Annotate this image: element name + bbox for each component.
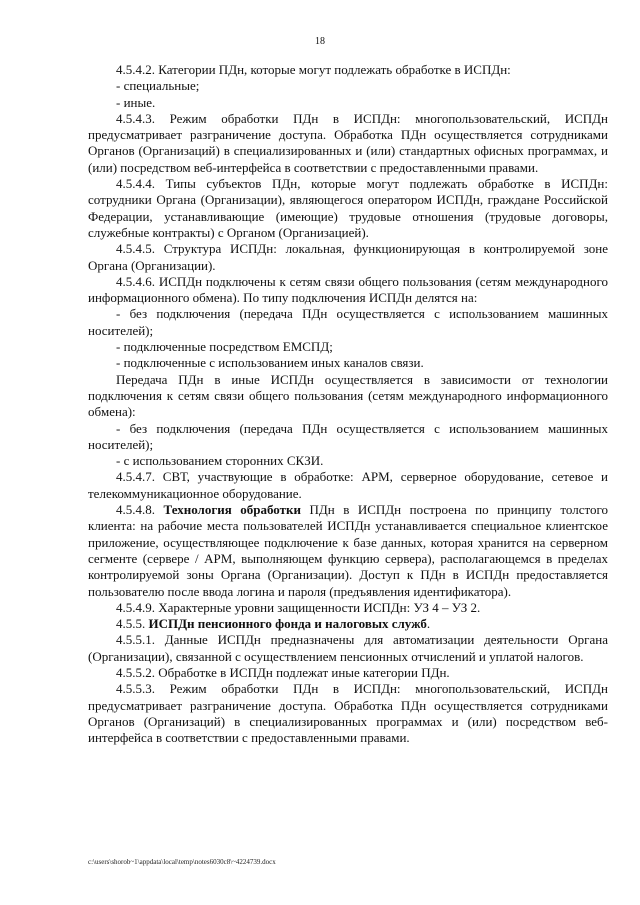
paragraph: 4.5.4.3. Режим обработки ПДн в ИСПДн: многопользовательский, ИСПДн предусматривает разграничение доступа. Обработка ПДн осуществляется сотрудниками Органов (Организаций) в специализированных и (или) стандартных офисных программах, и (или) посредством веб-интерфейса в соответствии с предоставленными правами.: [88, 110, 608, 175]
paragraph: 4.5.4.6. ИСПДн подключены к сетям связи общего пользования (сетям международного информационного обмена). По типу подключения ИСПДн делятся на:: [88, 273, 608, 306]
bold-term: Технология обработки: [163, 502, 301, 518]
document-body: [88, 62, 608, 746]
list-item: - подключенные с использованием иных каналов связи.: [116, 355, 424, 371]
paragraph-technology: [88, 502, 608, 600]
heading-title: ИСПДн пенсионного фонда и налоговых служб: [148, 616, 427, 632]
paragraph-text: ПДн в ИСПДн построена по принципу толстого клиента: на рабочие места пользователей ИСПДн устанавливается специальное клиентское приложение, осуществляющее подключение к базе данных, которая хранится на серверном сегменте (сервере / АРМ, выполняющем функцию сервера), располагающемся в пределах контролируемой зоны Органа (Организации). Доступ к ПДн в ИСПДн предоставляется пользователю после ввода логина и пароля (предъявления идентификатора).: [88, 502, 609, 599]
paragraph-prefix: 4.5.4.8.: [116, 502, 164, 518]
paragraph: 4.5.4.2. Категории ПДн, которые могут подлежать обработке в ИСПДн:: [116, 62, 511, 77]
list-item: - специальные;: [116, 78, 200, 94]
list-item: - без подключения (передача ПДн осуществляется с использованием машинных носителей);: [88, 306, 608, 338]
list-item: - без подключения (передача ПДн осуществляется с использованием машинных носителей);: [88, 420, 608, 452]
heading-prefix: 4.5.5.: [116, 616, 149, 632]
paragraph: 4.5.4.7. СВТ, участвующие в обработке: АРМ, серверное оборудование, сетевое и телекоммуникационное оборудование.: [88, 469, 608, 501]
list-item: - подключенные посредством ЕМСПД;: [116, 339, 333, 355]
paragraph: 4.5.5.3. Режим обработки ПДн в ИСПДн: многопользовательский, ИСПДн предусматривает разграничение доступа. Обработка ПДн осуществляется сотрудниками Органов (Организаций) в специализированных программах и (или) посредством веб-интерфейса в соответствии с предоставленными правами.: [88, 681, 608, 746]
paragraph: 4.5.5.2. Обработке в ИСПДн подлежат иные категории ПДн.: [116, 664, 450, 680]
paragraph: 4.5.4.4. Типы субъектов ПДн, которые могут подлежать обработке в ИСПДн: сотрудники Органа (Организации), являющегося оператором ИСПДн, граждане Российской Федерации, устанавливающие (имеющие) трудовые отношения (трудовые договоры, служебные контракты) с Органом (Организацией).: [88, 176, 608, 240]
page-number: 18: [315, 36, 325, 47]
paragraph: Передача ПДн в иные ИСПДн осуществляется в зависимости от технологии подключения к сетям связи общего пользования (сетям международного информационного обмена):: [88, 371, 608, 420]
list-item: - иные.: [116, 94, 156, 110]
footer-file-path: c:\users\shorob~1\appdata\local\temp\notes6030c8\~4224739.docx: [88, 858, 276, 866]
paragraph: 4.5.4.5. Структура ИСПДн: локальная, функционирующая в контролируемой зоне Органа (Организации).: [88, 241, 608, 273]
paragraph: 4.5.5.1. Данные ИСПДн предназначены для автоматизации деятельности Органа (Организации), связанной с осуществлением пенсионных отчислений и уплатой налогов.: [88, 632, 608, 664]
section-heading: [88, 616, 608, 632]
list-item: - с использованием сторонних СКЗИ.: [116, 453, 324, 469]
paragraph: 4.5.4.9. Характерные уровни защищенности ИСПДн: УЗ 4 – УЗ 2.: [116, 599, 481, 615]
heading-suffix: .: [426, 616, 431, 632]
